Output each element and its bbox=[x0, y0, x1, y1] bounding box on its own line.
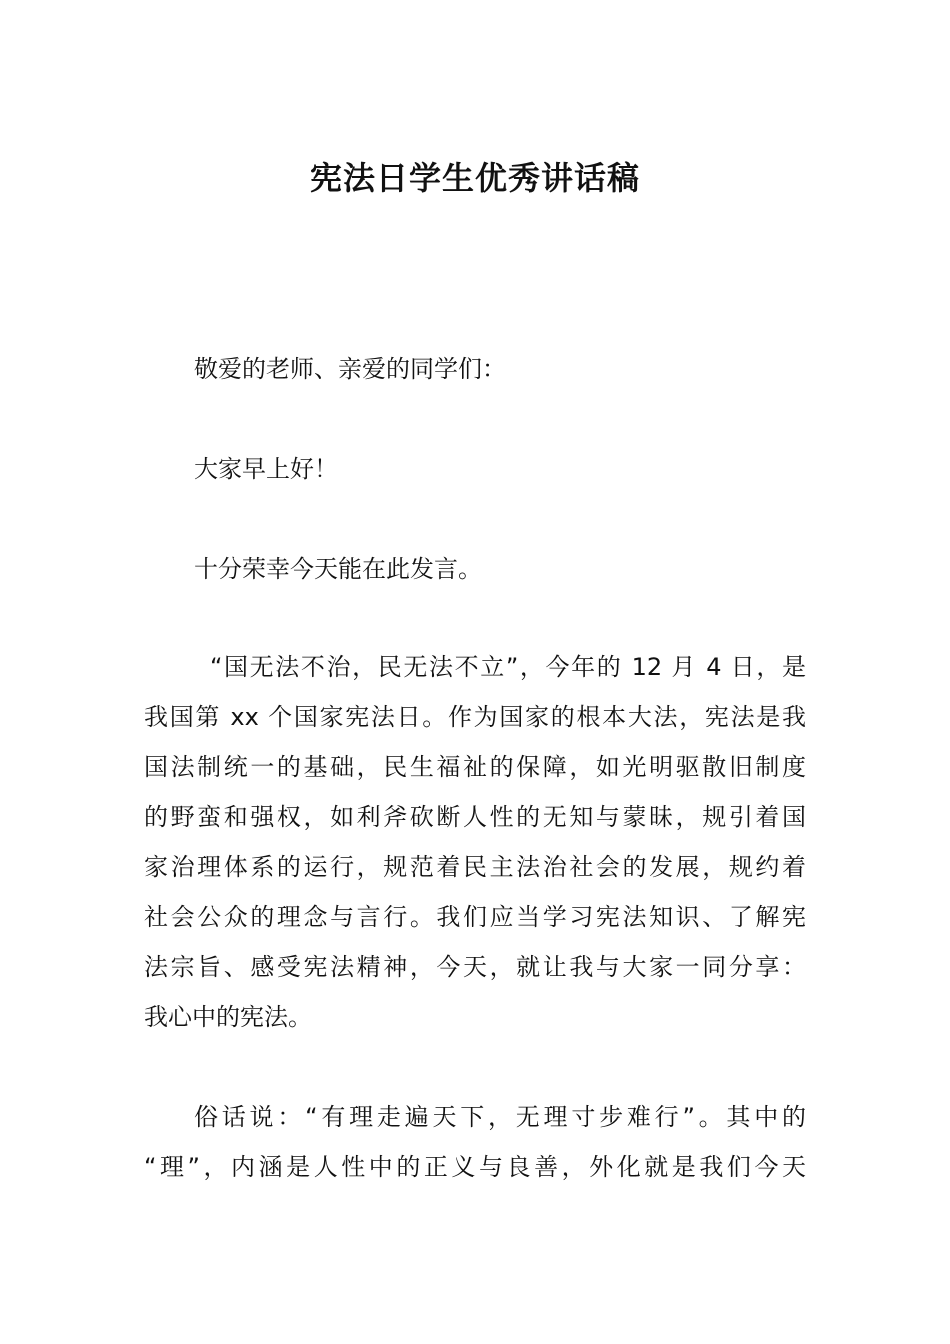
greeting-line bbox=[144, 344, 806, 394]
paragraph-line: 社会公众的理念与言行。我们应当学习宪法知识、了解宪 bbox=[144, 903, 806, 931]
hello-text: 大家早上好！ bbox=[194, 455, 338, 483]
hello-line bbox=[144, 444, 806, 494]
paragraph-line: 我国第 xx 个国家宪法日。作为国家的根本大法，宪法是我 bbox=[144, 703, 806, 731]
paragraph-line: 俗话说：“有理走遍天下，无理寸步难行”。其中的 bbox=[194, 1103, 806, 1131]
paragraph-line: “理”，内涵是人性中的正义与良善，外化就是我们今天 bbox=[144, 1153, 806, 1181]
honor-text: 十分荣幸今天能在此发言。 bbox=[194, 555, 482, 583]
greeting-text: 敬爱的老师、亲爱的同学们： bbox=[194, 355, 506, 383]
paragraph-line: “国无法不治，民无法不立”，今年的 12 月 4 日，是 bbox=[210, 653, 806, 681]
paragraph-line: 我心中的宪法。 bbox=[144, 1003, 312, 1031]
honor-line bbox=[144, 544, 806, 594]
paragraph-proverb bbox=[144, 1092, 806, 1192]
paragraph-line: 的野蛮和强权，如利斧砍断人性的无知与蒙昧，规引着国 bbox=[144, 803, 806, 831]
paragraph-line: 法宗旨、感受宪法精神，今天，就让我与大家一同分享： bbox=[144, 953, 806, 981]
paragraph-line: 国法制统一的基础，民生福祉的保障，如光明驱散旧制度 bbox=[144, 753, 806, 781]
paragraph-constitution-day bbox=[144, 642, 806, 1042]
paragraph-line: 家治理体系的运行，规范着民主法治社会的发展，规约着 bbox=[144, 853, 806, 881]
document-title: 宪法日学生优秀讲话稿 bbox=[309, 159, 640, 197]
